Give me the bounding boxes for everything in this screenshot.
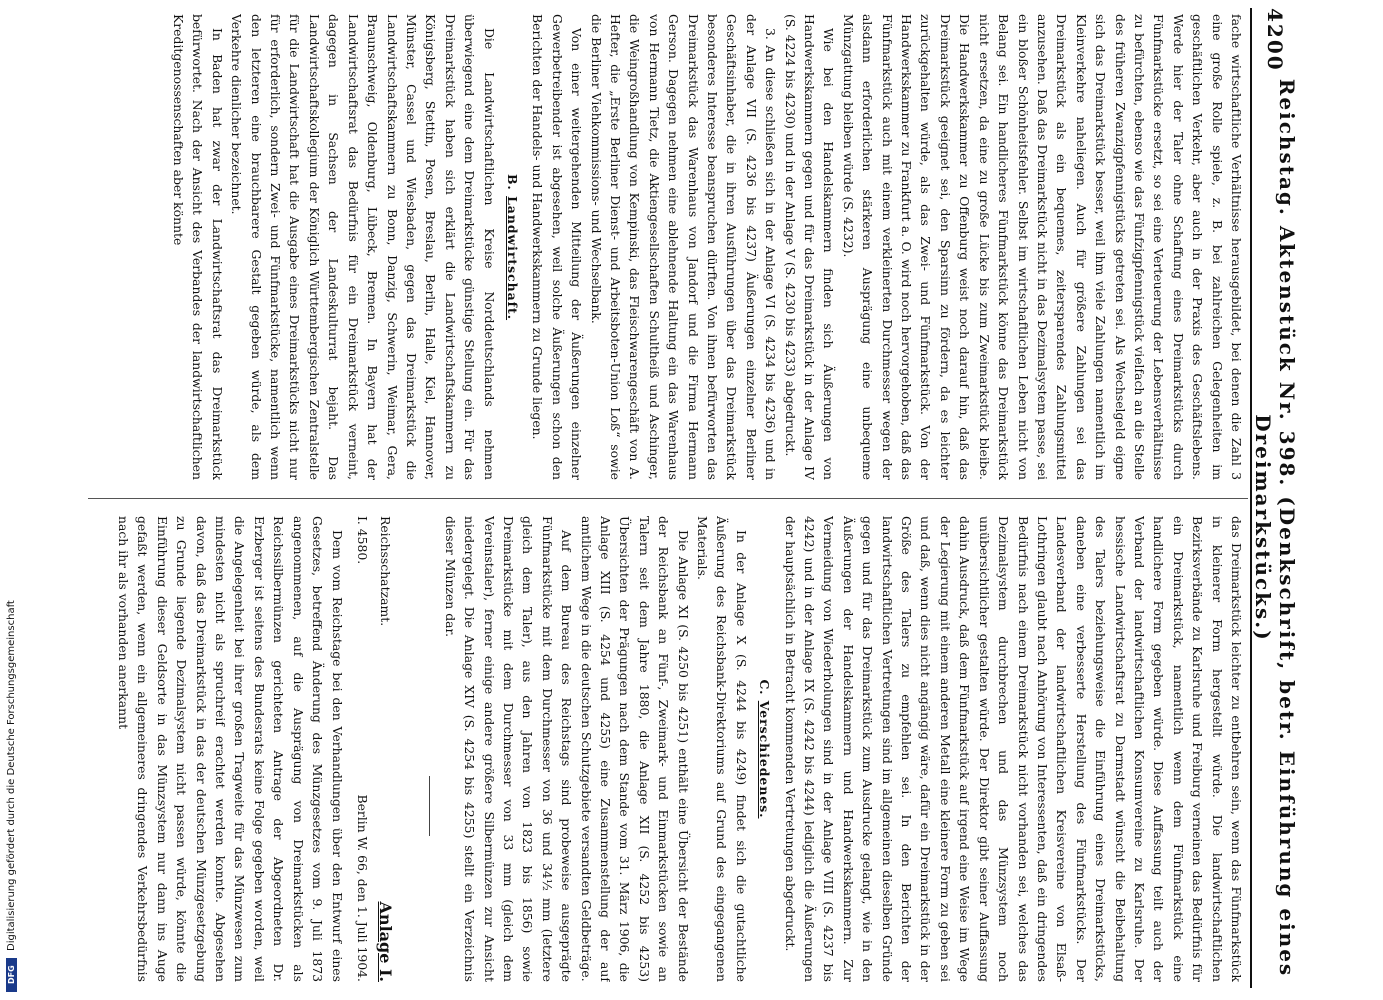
- left-column: [86, 14, 1246, 480]
- annex-meta: [353, 516, 372, 982]
- section-title: Verschiedenes.: [757, 700, 773, 819]
- section-letter: C.: [757, 679, 773, 696]
- page-number: 4200: [1263, 8, 1287, 72]
- paragraph: Die Landwirtschaftlichen Kreise Norddeutschlands nehmen überwiegend eine dem Dreimarkstücke günstige Stellung ein. Für das Dreimarkstück haben sich erklärt die Landwirtschaftskammern zu Königsberg, Stettin, Posen, Breslau, Berlin, Halle, Kiel, Hannover, Münster, Cassel und Wiesbaden, gegen das Dreimarkstück die Landwirtschaftskammern zu Bonn, Danzig, Schwerin, Weimar, Gera, Braunschweig, Oldenburg, Lübeck, Bremen. In Bayern hat der Landwirtschaftsrat das Bedürfnis für ein Dreimarkstück verneint, dagegen in Sachsen der Landeskulturrat bejaht. Das Landwirtschaftskollegium der Königlich Württembergischen Zentralstelle für die Landwirtschaft hat die Ausgabe eines Dreimarkstücks nicht nur für erforderlich, sondern Zwei- und Fünfmarkstücke, namentlich wenn den letzteren eine brauchbarere Gestalt gegeben würde, als dem Verkehre dienlicher bezeichnet.: [229, 14, 497, 480]
- paragraph: 3. An diese schließen sich in der Anlage VI (S. 4234 bis 4236) und in der Anlage VII (S. 4236 bis 4237) Äußerungen einzelner Berliner Geschäftsinhaber, die in ihren Ausführungen über das Dreimarkstück besonderes Interesse beanspruchen dürften. Von ihnen befürworten das Dreimarkstück das Warenhaus von Jandorf und die Firma Hermann Gerson. Dagegen nehmen eine ablehnende Haltung ein das Warenhaus von Hermann Tietz, die Aktiengesellschaften Schultheiß und Aschinger, die Weingroßhandlung von Kempinski, das Fleischwarengeschäft von A. Hefter, die „Erste Berliner Dienst- und Arbeitsboten-Union Loß“ sowie die Berliner Viehkommissions- und Wechselbank.: [588, 14, 779, 480]
- funding-credit: Digitalisierung gefördert durch die Deutsche Forschungsgemeinschaft: [6, 600, 17, 952]
- paragraph: Von einer weitergehenden Mitteilung der Äußerungen einzelner Gewerbetreibender ist abgesehen, weil solche Äußerungen schon den Berichten der Handels- und Handwerkskammern zu Grunde liegen.: [530, 14, 585, 480]
- paragraph: In der Anlage X (S. 4244 bis 4249) findet sich die gutachtliche Äußerung des Reichsbank-Direktoriums auf Grund des eingegangenen Materials.: [695, 516, 749, 982]
- section-heading-b: [503, 14, 522, 480]
- section-title: Landwirtschaft.: [504, 196, 520, 321]
- annex-number: I. 4580.: [354, 516, 370, 565]
- right-column: [86, 516, 1246, 982]
- separator-rule: [429, 776, 430, 836]
- paragraph: In Baden hat zwar der Landwirtschaftsrat das Dreimarkstück befürwortet. Nach der Ansicht des Verbandes der landwirtschaftlichen Kreditgenossenschaften aber könnte: [171, 14, 225, 480]
- dfg-logo: DFG: [6, 958, 17, 992]
- annex-issuer: Reichsschatzamt.: [378, 516, 394, 627]
- paragraph: Dem vom Reichstage bei den Verhandlungen über den Entwurf eines Gesetzes, betreffend Änderung des Münzgesetzes vom 9. Juli 1873 angenommenen, auf die Ausprägung von Dreimarkstücken als Reichssilbermünzen gerichteten Antrage der Abgeordneten Dr. Erzberger ist seitens des Bundesrats keine Folge gegeben worden, weil die Angelegenheit bei ihrer großen Tragweite für das Münzwesen zum mindesten nicht als spruchreif erachtet werden konnte. Abgesehen davon, daß das Dreimarkstück in das der deutschen Münzgesetzgebung zu Grunde liegende Dezimalsystem nicht passen würde, könnte die Einführung dieser Geldsorte in das Münzsystem nur dann ins Auge gefaßt werden, wenn ein allgemeineres dringendes Verkehrsbedürfnis nach ihr als vorhanden anerkannt: [116, 516, 345, 982]
- document-page: [80, 8, 1299, 988]
- header-rule: [1250, 8, 1252, 988]
- annex-place-date: Berlin W. 66, den 1. Juli 1904.: [354, 794, 370, 982]
- paragraph: Die Anlage XI (S. 4250 bis 4251) enthält eine Übersicht der Bestände der Reichsbank an Fünf-, Zweimark- und Einmarkstücken sowie an Talern seit dem Jahre 1880, die Anlage XII (S. 4252 bis 4253) Übersichten der Prägungen nach dem Stande vom 31. März 1906, die Anlage XIII (S. 4254 und 4255) eine Zusammenstellung der auf amtlichem Wege in die deutschen Schutzgebiete versandten Geldbeträge.: [578, 516, 691, 982]
- paragraph: Wie bei den Handelskammern finden sich Äußerungen von Handwerkskammern gegen und für das Dreimarkstück in der Anlage IV (S. 4224 bis 4230) und in der Anlage V (S. 4230 bis 4233) abgedruckt.: [782, 14, 837, 480]
- page-header: [1251, 8, 1299, 988]
- annex-title: Anlage I.: [376, 901, 396, 982]
- section-letter: B.: [504, 173, 520, 191]
- column-divider: [88, 498, 1248, 499]
- paragraph: Auf dem Bureau des Reichstags sind probeweise ausgeprägte Fünfmarkstücke mit dem Durchmesser von 36 und 34½ mm (letztere gleich dem Taler), aus den Jahren von 1823 bis 1856) sowie Dreimarkstücke mit dem Durchmesser von 33 mm (gleich dem Vereinstaler), ferner einige andere größere Silbermünzen zur Ansicht niedergelegt. Die Anlage XIV (S. 4254 bis 4255) stellt ein Verzeichnis dieser Münzen dar.: [442, 516, 575, 982]
- digitization-sidebar: [4, 0, 20, 1000]
- annex-heading: [376, 516, 395, 982]
- paragraph: fache wirtschaftliche Verhältnisse herausgebildet, bei denen die Zahl 3 eine große Rolle spiele, z. B. bei zahlreichen Gelegenheiten im geschäftlichen Verkehr, aber auch in der Praxis des Geschäftslebens. Werde hier der Taler ohne Schaffung eines Dreimarkstücks durch Fünfmarkstücke ersetzt, so sei eine Verteuerung der Lebensverhältnisse zu befürchten, ebenso wie das Fünfzigpfennigstück vielfach an die Stelle des früheren Zwanzigpfennigstücks getreten sei. Als Wechselgeld eigne sich das Dreimarkstück besser, weil ihm viele Zahlungen namentlich im Kleinverkehre naheliegen. Auch für größere Zahlungen sei das Dreimarkstück als ein bequemes, zeitersparendes Zahlungsmittel anzusehen. Daß das Dreimarkstück nicht in das Dezimalsystem passe, sei ein bloßer Schönheitsfehler. Selbst im wirtschaftlichen Leben nicht von Belang sei. Ein handlicheres Fünfmarkstück könne das Dreimarkstück nicht ersetzen, da eine zu große Lücke bis zum Zweimarkstück bleibe. Die Handwerkskammer zu Offenburg weist noch darauf hin, daß das Dreimarkstück geeignet sei, den Sparsinn zu fördern, da es leichter zurückgehalten würde, als das Zwei- und Fünfmarkstück. Von der Handwerkskammer zu Frankfurt a. O. wird noch hervorgehoben, daß das Fünfmarkstück auch mit einem verkleinerten Durchmesser wegen der alsdann erforderlichen stärkeren Ausprägung eine unbequeme Münzgattung bleiben würde (S. 4232).: [840, 14, 1244, 480]
- paragraph: das Dreimarkstück leichter zu entbehren sein, wenn das Fünfmarkstück in kleinerer Form hergestellt würde. Die landwirtschaftlichen Bezirksverbände zu Karlsruhe und Freiburg verneinen das Bedürfnis für ein Dreimarkstück, namentlich wenn dem Fünfmarkstück eine handlichere Form gegeben würde. Diese Auffassung teilt auch der Verband der landwirtschaftlichen Konsumvereine zu Karlsruhe. Der hessische Landwirtschaftsrat zu Darmstadt wünscht die Beibehaltung des Talers beziehungsweise die Einführung eines Dreimarkstücks, daneben eine verbesserte Herstellung des Fünfmarkstücks. Der Landesverband der landwirtschaftlichen Kreisvereine von Elsaß-Lothringen glaubt nach Anhörung von Interessenten, daß ein dringendes Bedürfnis nach einem Dreimarkstück nicht vorhanden sei, welches das Dezimalsystem durchbrechen und das Münzsystem noch unübersichtlicher gestalten würde. Der Direktor gibt seiner Auffassung dahin Ausdruck, daß dem Fünfmarkstück auf irgend eine Weise im Wege der Legierung mit einem anderen Metall eine kleinere Form zu geben sei und daß, wenn dies nicht angängig wäre, dafür ein Dreimarkstück in der Größe des Talers zu empfehlen sei. In den Berichten der landwirtschaftlichen Vertretungen sind im allgemeinen dieselben Gründe gegen und für das Dreimarkstück zum Ausdrucke gelangt, wie in den Äußerungen der Handelskammern und Handwerkskammern. Zur Vermeidung von Wiederholungen sind in der Anlage VIII (S. 4237 bis 4242) und in der Anlage IX (S. 4242 bis 4244) lediglich die Äußerungen der hauptsächlich in Betracht kommenden Vertretungen abgedruckt.: [782, 516, 1244, 982]
- section-heading-c: [755, 516, 774, 982]
- running-title: Reichstag. Aktenstück Nr. 398. (Denkschrift, betr. Einführung eines Dreimarkstücks.): [1251, 78, 1299, 978]
